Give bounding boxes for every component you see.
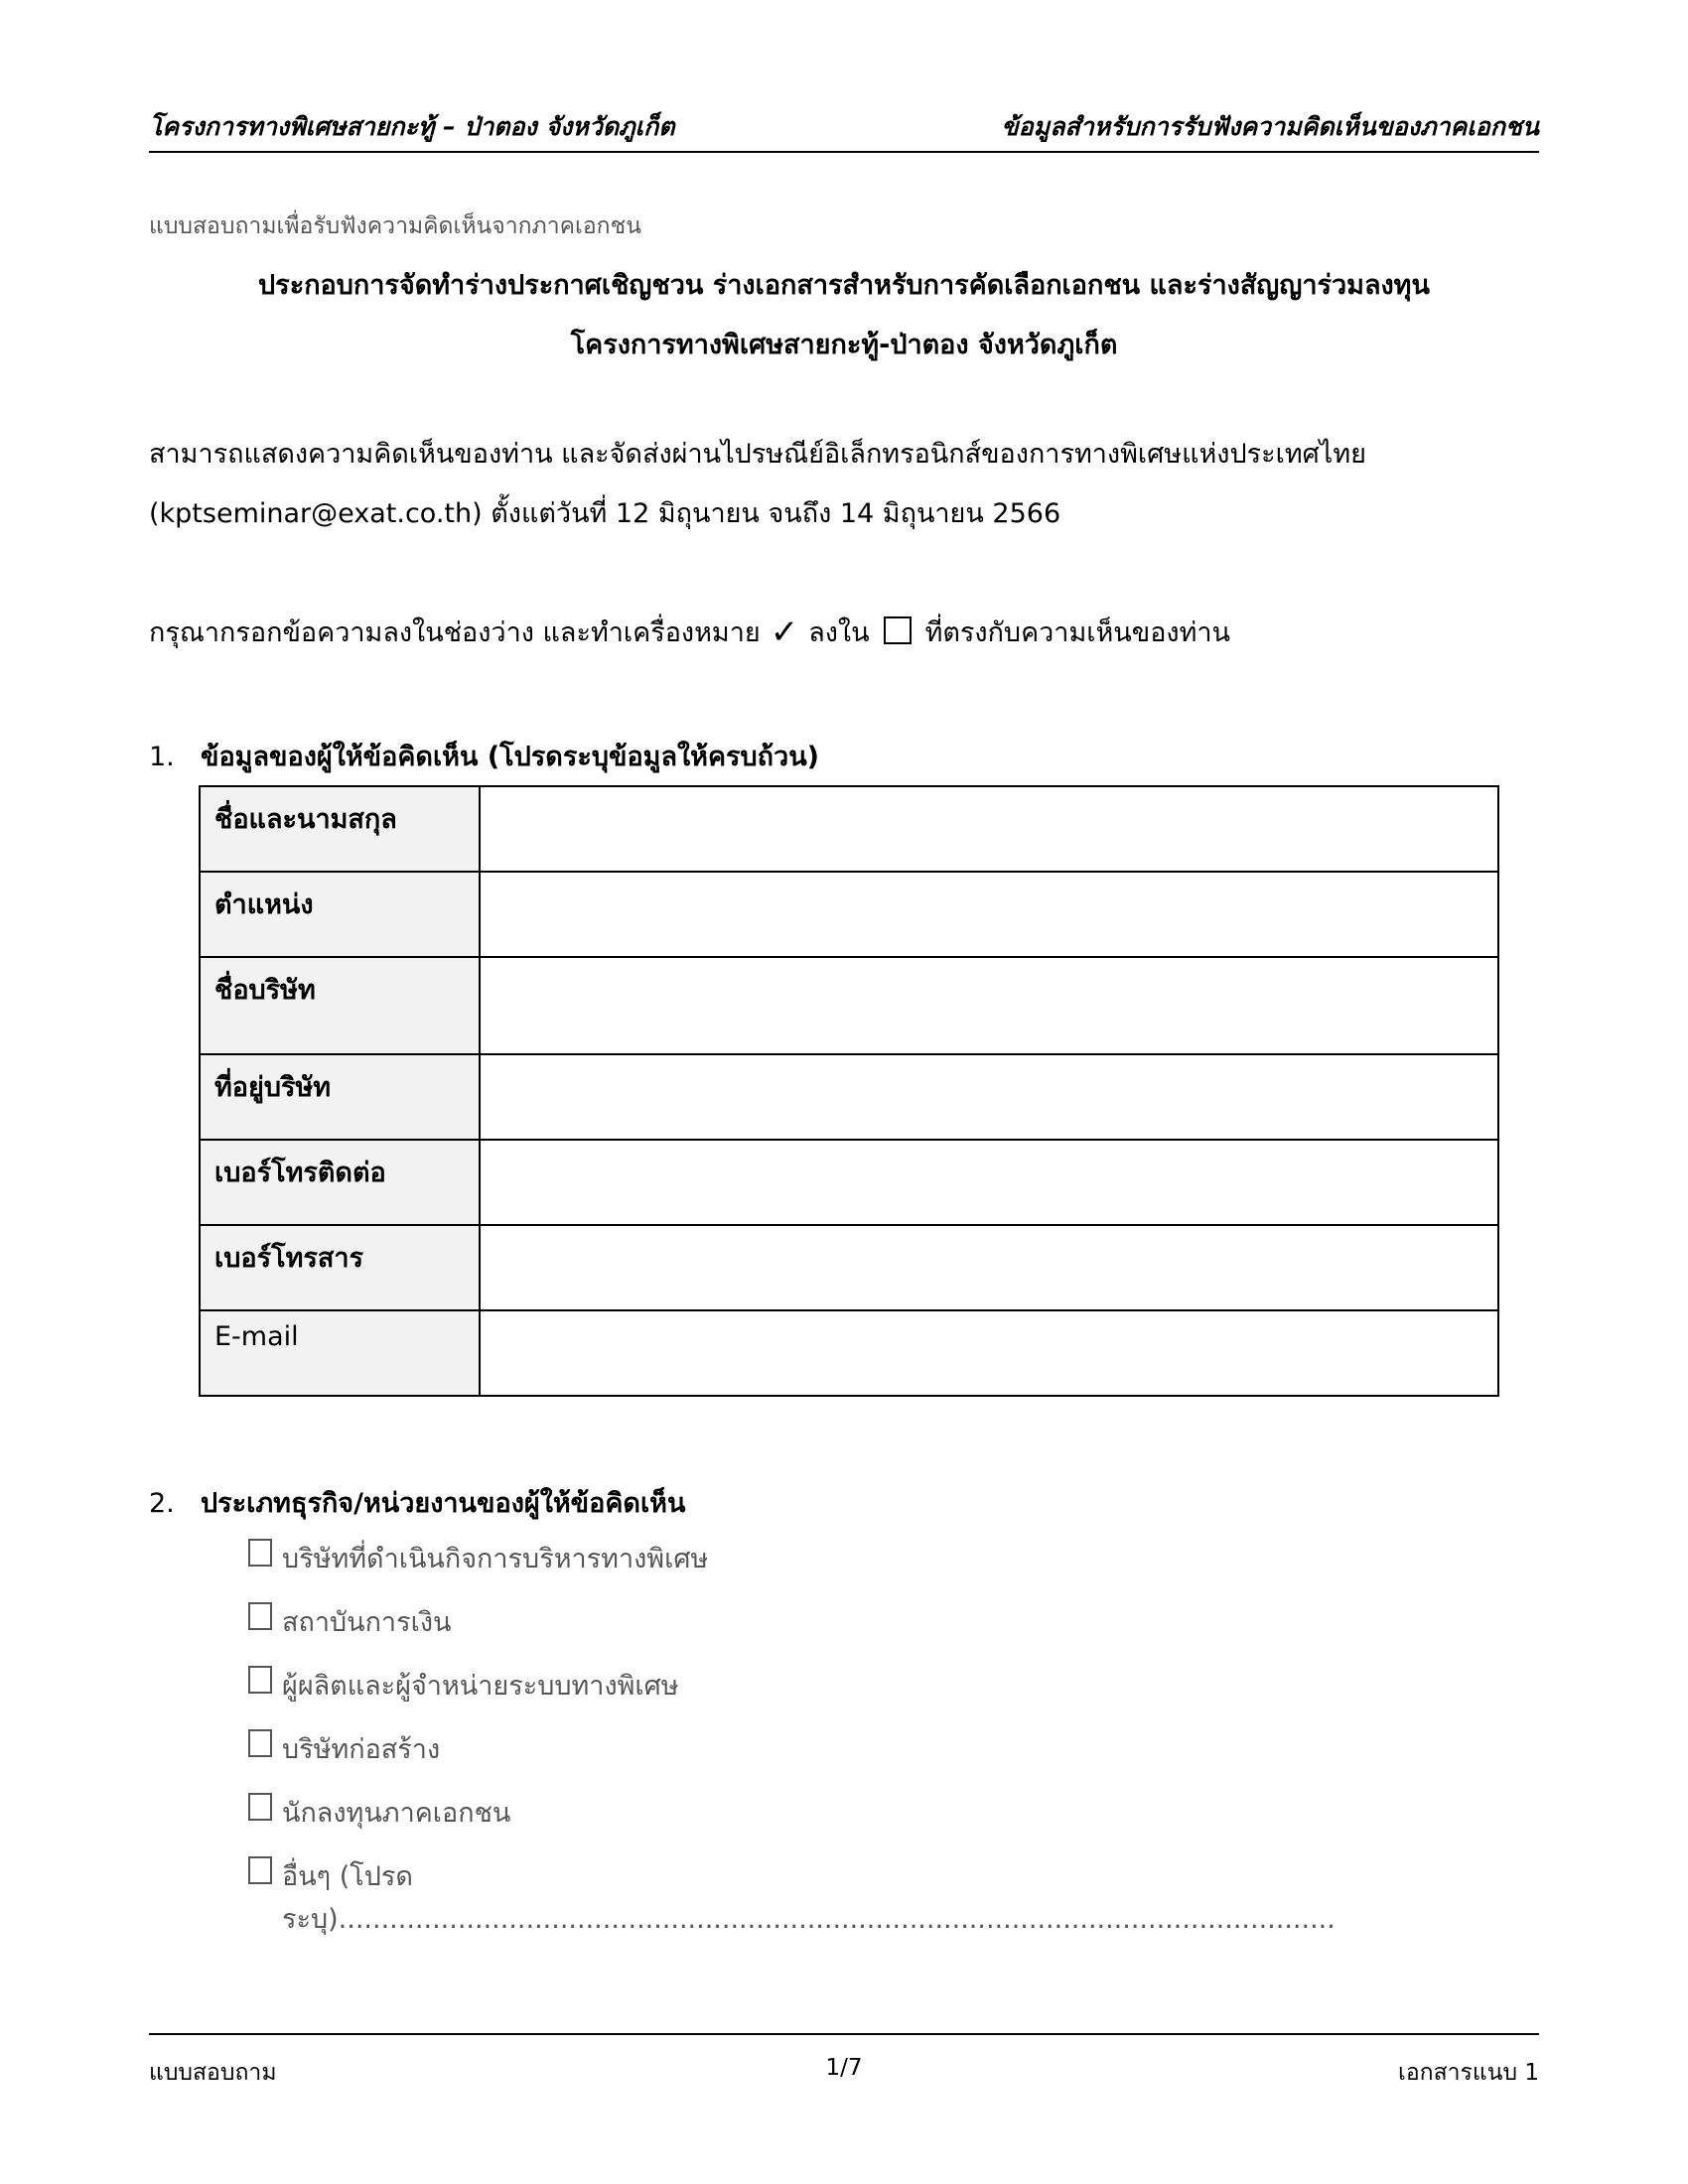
section-1-heading <box>149 735 819 777</box>
section-2-title: ประเภทธุรกิจ/หน่วยงานของผู้ให้ข้อคิดเห็น <box>201 1488 686 1519</box>
phone-field[interactable] <box>480 1140 1498 1225</box>
footer-attachment-label: เอกสารแนบ 1 <box>1398 2060 1539 2086</box>
checkbox-icon[interactable] <box>248 1856 272 1884</box>
section-1-title: ข้อมูลของผู้ให้ข้อคิดเห็น (โปรดระบุข้อมูลให้ครบถ้วน) <box>201 742 819 772</box>
table-row <box>200 1140 1498 1225</box>
checkbox-icon[interactable] <box>248 1602 272 1630</box>
list-item[interactable] <box>248 1537 1340 1600</box>
empty-checkbox-icon <box>884 616 912 644</box>
row-label-fullname: ชื่อและนามสกุล <box>200 786 480 872</box>
intro-line-1: สามารถแสดงความคิดเห็นของท่าน และจัดส่งผ่านไปรษณีย์อิเล็กทรอนิกส์ของการทางพิเศษแห่งประเทศไทย <box>149 439 1366 470</box>
questionnaire-subtitle: แบบสอบถามเพื่อรับฟังความคิดเห็นจากภาคเอกชน <box>149 213 641 239</box>
instruction-line <box>149 603 1539 663</box>
page-footer <box>149 2033 1539 2085</box>
document-title-line-1: ประกอบการจัดทำร่างประกาศเชิญชวน ร่างเอกสารสำหรับการคัดเลือกเอกชน และร่างสัญญาร่วมลงทุน <box>258 270 1430 301</box>
row-label-company-address: ที่อยู่บริษัท <box>200 1054 480 1140</box>
section-2-number: 2. <box>149 1488 175 1519</box>
email-field[interactable] <box>480 1310 1498 1396</box>
section-2-heading <box>149 1481 685 1524</box>
list-item[interactable] <box>248 1664 1340 1727</box>
document-title-line-2: โครงการทางพิเศษสายกะทู้-ป่าตอง จังหวัดภูเก็ต <box>570 330 1118 360</box>
table-row <box>200 1225 1498 1310</box>
company-name-field[interactable] <box>480 957 1498 1054</box>
page-header <box>149 107 1539 153</box>
intro-line-2: (kptseminar@exat.co.th) ตั้งแต่วันที่ 12 มิถุนายน จนถึง 14 มิถุนายน 2566 <box>149 498 1061 529</box>
checkbox-icon[interactable] <box>248 1539 272 1567</box>
checkbox-icon[interactable] <box>248 1666 272 1694</box>
position-field[interactable] <box>480 872 1498 957</box>
table-row <box>200 1054 1498 1140</box>
respondent-info-table <box>199 785 1499 1397</box>
option-label-other: อื่นๆ (โปรดระบุ)..................................................................................................................... <box>282 1861 1336 1935</box>
list-item[interactable] <box>248 1854 1340 1935</box>
page-number: 1/7 <box>825 2055 863 2081</box>
row-label-fax: เบอร์โทรสาร <box>200 1225 480 1310</box>
option-label: ผู้ผลิตและผู้จำหน่ายระบบทางพิเศษ <box>282 1671 679 1702</box>
row-label-phone: เบอร์โทรติดต่อ <box>200 1140 480 1225</box>
option-label: นักลงทุนภาคเอกชน <box>282 1798 511 1829</box>
instruction-text-1: กรุณากรอกข้อความลงในช่องว่าง และทำเครื่องหมาย <box>149 617 761 648</box>
row-label-position: ตำแหน่ง <box>200 872 480 957</box>
fax-field[interactable] <box>480 1225 1498 1310</box>
checkbox-icon[interactable] <box>248 1793 272 1821</box>
section-1-number: 1. <box>149 742 175 772</box>
table-row <box>200 786 1498 872</box>
intro-paragraph <box>149 425 1539 544</box>
business-type-options <box>248 1537 1340 1935</box>
option-label: บริษัทที่ดำเนินกิจการบริหารทางพิเศษ <box>282 1544 709 1574</box>
header-document-purpose: ข้อมูลสำหรับการรับฟังความคิดเห็นของภาคเอกชน <box>1001 112 1539 141</box>
fullname-field[interactable] <box>480 786 1498 872</box>
row-label-email: E-mail <box>200 1310 480 1396</box>
table-row <box>200 872 1498 957</box>
option-label: บริษัทก่อสร้าง <box>282 1734 441 1765</box>
table-row <box>200 957 1498 1054</box>
list-item[interactable] <box>248 1600 1340 1664</box>
list-item[interactable] <box>248 1727 1340 1791</box>
instruction-text-3: ที่ตรงกับความเห็นของท่าน <box>924 617 1231 648</box>
list-item[interactable] <box>248 1791 1340 1854</box>
checkbox-icon[interactable] <box>248 1729 272 1757</box>
instruction-text-2: ลงใน <box>808 617 870 648</box>
header-project-name: โครงการทางพิเศษสายกะทู้ – ป่าตอง จังหวัดภูเก็ต <box>149 112 675 141</box>
company-address-field[interactable] <box>480 1054 1498 1140</box>
footer-doc-type: แบบสอบถาม <box>149 2060 277 2086</box>
checkmark-icon: ✓ <box>770 613 799 652</box>
option-label: สถาบันการเงิน <box>282 1607 452 1638</box>
table-row <box>200 1310 1498 1396</box>
row-label-company-name: ชื่อบริษัท <box>200 957 480 1054</box>
